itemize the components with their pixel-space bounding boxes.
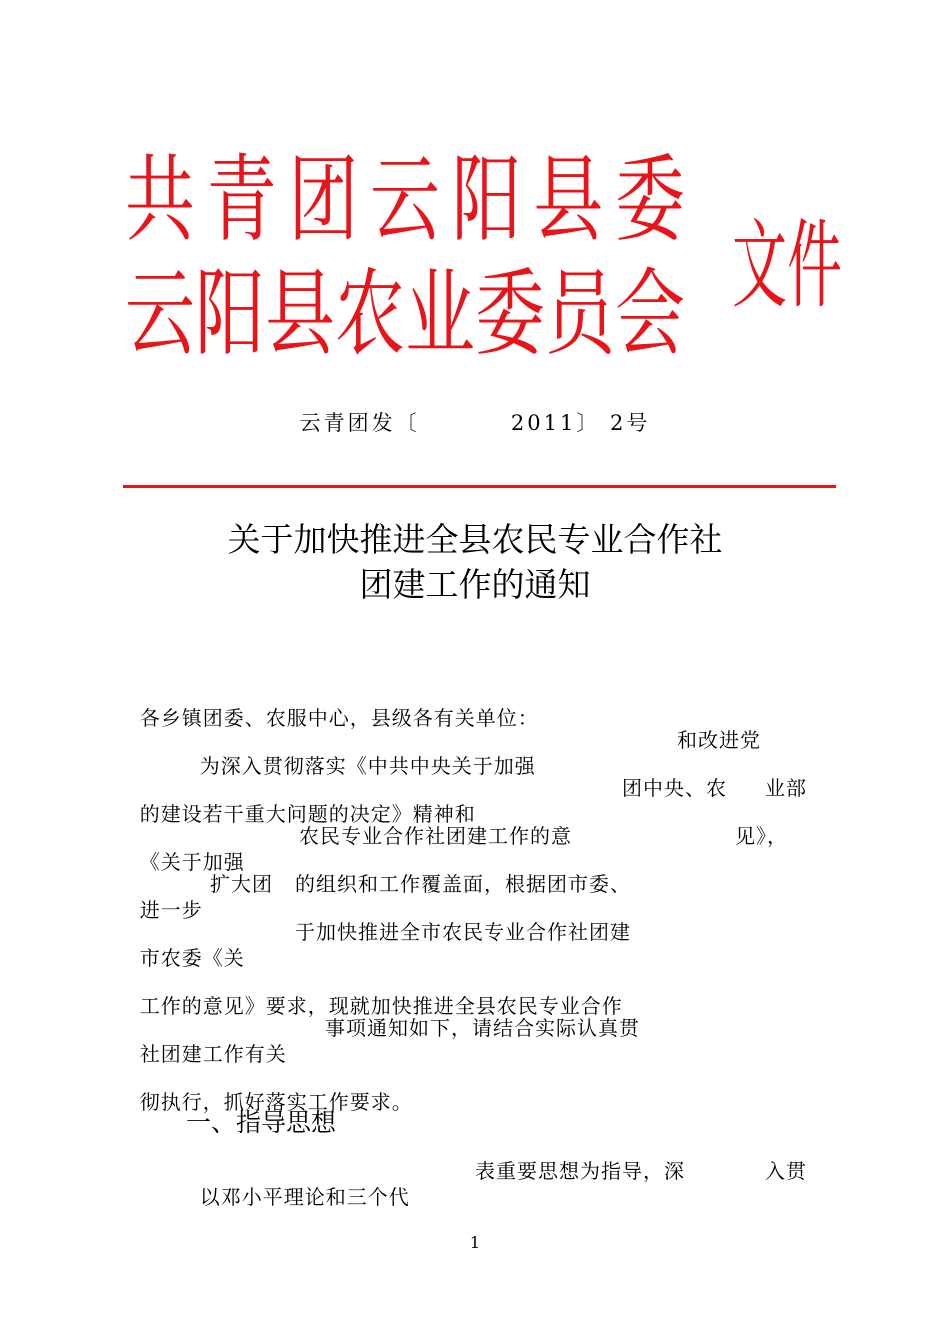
text-segment: 彻执行，抓好落实工作要求。 — [139, 1090, 413, 1114]
letterhead-char: 阳 — [195, 258, 265, 370]
letterhead-char: 青 — [206, 144, 277, 256]
letterhead-suffix — [732, 202, 843, 321]
letterhead-char: 会 — [615, 258, 685, 370]
letterhead-char: 员 — [545, 258, 615, 370]
text-segment: 入贯 — [765, 1159, 807, 1183]
text-segment: 市农委《关 — [139, 946, 245, 970]
text-segment: 社团建工作有关 — [139, 1042, 287, 1066]
text-segment: 扩大团 — [210, 872, 273, 896]
text-segment: 于加快推进全市农民专业合作社团建 — [295, 920, 631, 944]
letterhead-suffix-char: 件 — [787, 208, 843, 321]
document-title-line-2: 团建工作的通知 — [359, 565, 591, 604]
document-number: 云青团发〔 2011〕 2号 — [299, 411, 651, 435]
text-segment: 表重要思想为指导，深 — [475, 1159, 685, 1183]
text-segment: 《关于加强 — [139, 850, 245, 874]
document-title-line-1: 关于加快推进全县农民专业合作社 — [227, 520, 723, 559]
page-number: 1 — [469, 1233, 481, 1252]
letterhead-char: 县 — [265, 258, 335, 370]
letterhead-line-2 — [125, 258, 685, 370]
text-segment: 进一步 — [139, 898, 203, 922]
letterhead-suffix-char: 文 — [732, 208, 788, 321]
letterhead-char: 县 — [533, 144, 604, 256]
red-divider — [123, 485, 836, 488]
letterhead-char: 农 — [335, 258, 405, 370]
text-segment: 团中央、农 — [622, 776, 727, 800]
letterhead-char: 业 — [405, 258, 475, 370]
letterhead-char: 委 — [614, 144, 685, 256]
text-segment: 以邓小平理论和三个代 — [199, 1185, 410, 1209]
text-segment: 的组织和工作覆盖面，根据团市委、 — [295, 872, 631, 896]
text-segment: 各乡镇团委、农服中心，县级各有关单位： — [139, 706, 539, 730]
letterhead-char: 团 — [288, 144, 359, 256]
text-segment: 业部 — [765, 776, 807, 800]
letterhead-line-1 — [125, 144, 685, 256]
section-heading: 一、指导思想 — [186, 1108, 337, 1137]
letterhead-char: 共 — [125, 144, 195, 256]
text-segment: 的建设若干重大问题的决定》精神和 — [139, 802, 476, 826]
body-line — [125, 967, 623, 1019]
letterhead-char: 云 — [125, 258, 195, 370]
text-segment: 工作的意见》要求，现就加快推进全县农民专业合作 — [139, 994, 623, 1018]
text-segment: 和改进党 — [677, 728, 761, 752]
text-segment: 见》， — [735, 824, 788, 848]
body-line — [125, 679, 539, 731]
text-segment: 农民专业合作社团建工作的意 — [299, 824, 572, 848]
letterhead-char: 阳 — [451, 144, 522, 256]
letterhead-char: 云 — [369, 144, 440, 256]
text-segment: 为深入贯彻落实《中共中央关于加强 — [199, 754, 536, 778]
text-segment: 事项通知如下，请结合实际认真贯 — [325, 1016, 640, 1040]
letterhead-char: 委 — [475, 258, 545, 370]
